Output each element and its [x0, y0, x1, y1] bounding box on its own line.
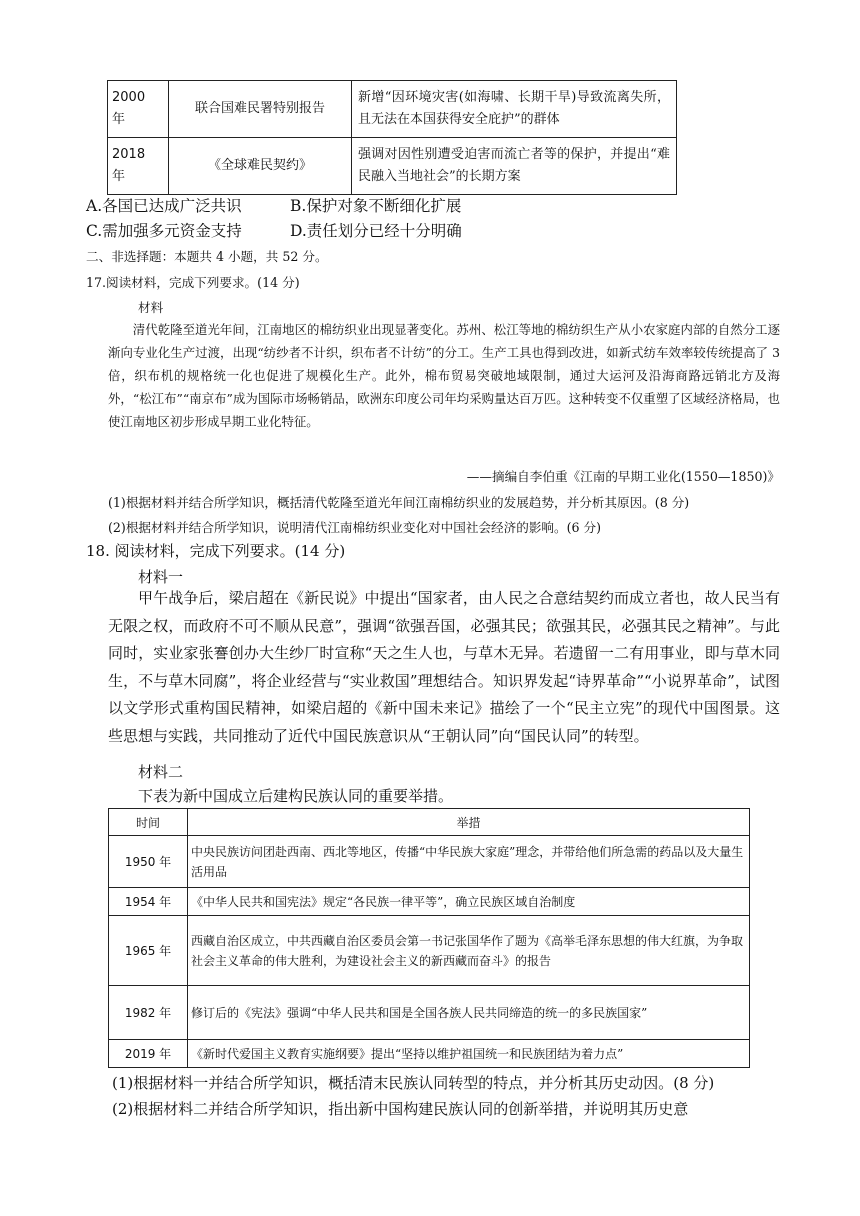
material-1-text: 甲午战争后，梁启超在《新民说》中提出“国家者，由人民之合意结契约而成立者也，故人民当有无限之权，而政府不可不顺从民意”，强调“欲强吾国，必强其民；欲强其民，必强其民之精神”。与此同时，实业家张謇创办大生纱厂时宣称“天之生人也，与草木无异。若遗留一二有用事业，即与草木同生，不与草木同腐”，将企业经营与“实业救国”理想结合。知识界发起“诗界革命”“小说界革命”，试图以文学形式重构国民精神，如梁启超的《新中国未来记》描绘了一个“民主立宪”的现代中国图景。这些思想与实践，共同推动了近代中国民族意识从“王朝认同”向“国民认同”的转型。 — [108, 589, 780, 745]
table-cell-measure: 《中华人民共和国宪法》规定“各民族一律平等”，确立民族区域自治制度 — [188, 888, 750, 916]
refugee-protection-table — [107, 80, 677, 195]
option-c: C.需加强多元资金支持 — [86, 222, 242, 240]
table-cell-document: 《全球难民契约》 — [169, 138, 352, 195]
sub-question-2: (2)根据材料并结合所学知识，说明清代江南棉纺织业变化对中国社会经济的影响。(6 分) — [108, 520, 602, 535]
table-cell-year: 2018 年 — [108, 138, 169, 195]
table-row — [108, 81, 677, 138]
table-row — [108, 138, 677, 195]
option-a: A.各国已达成广泛共识 — [86, 197, 242, 215]
table-cell-year: 1982 年 — [109, 986, 188, 1040]
q18-sub-question-1: (1)根据材料一并结合所学知识，概括清末民族认同转型的特点，并分析其历史动因。(8 分) — [112, 1074, 715, 1092]
material-2-intro: 下表为新中国成立后建构民族认同的重要举措。 — [138, 787, 454, 805]
q18-sub-question-2: (2)根据材料二并结合所学知识，指出新中国构建民族认同的创新举措，并说明其历史意 — [112, 1100, 689, 1118]
table-cell-measure: 修订后的《宪法》强调“中华人民共和国是全国各族人民共同缔造的统一的多民族国家” — [188, 986, 750, 1040]
option-b: B.保护对象不断细化扩展 — [290, 197, 462, 215]
table-cell-year: 1954 年 — [109, 888, 188, 916]
material-label: 材料 — [138, 300, 164, 315]
material-source: ——摘编自李伯重《江南的早期工业化(1550—1850)》 — [466, 469, 780, 484]
table-row — [109, 888, 750, 916]
table-cell-description: 强调对因性别遭受迫害而流亡者等的保护，并提出“难民融入当地社会”的长期方案 — [352, 138, 677, 195]
table-header-time: 时间 — [109, 809, 188, 836]
table-cell-measure: 中央民族访问团赴西南、西北等地区，传播“中华民族大家庭”理念，并带给他们所急需的药品以及大量生活用品 — [188, 836, 750, 888]
question-18-title: 18. 阅读材料，完成下列要求。(14 分) — [86, 542, 346, 560]
table-row — [109, 1040, 750, 1068]
table-header-measure: 举措 — [188, 809, 750, 836]
table-cell-year: 1950 年 — [109, 836, 188, 888]
section-heading: 二、非选择题：本题共 4 小题，共 52 分。 — [86, 249, 328, 264]
table-cell-description: 新增“因环境灾害(如海啸、长期干旱)导致流离失所，且无法在本国获得安全庇护”的群体 — [352, 81, 677, 138]
national-identity-table — [108, 808, 750, 1068]
material-1-label: 材料一 — [138, 568, 184, 586]
table-cell-year: 2019 年 — [109, 1040, 188, 1068]
table-row — [109, 916, 750, 986]
table-cell-year: 1965 年 — [109, 916, 188, 986]
table-cell-document: 联合国难民署特别报告 — [169, 81, 352, 138]
sub-question-1: (1)根据材料并结合所学知识，概括清代乾隆至道光年间江南棉纺织业的发展趋势，并分析其原因。(8 分) — [108, 495, 690, 510]
option-d: D.责任划分已经十分明确 — [290, 222, 462, 240]
question-17-title: 17.阅读材料，完成下列要求。(14 分) — [86, 275, 300, 290]
table-cell-measure: 《新时代爱国主义教育实施纲要》提出“坚持以维护祖国统一和民族团结为着力点” — [188, 1040, 750, 1068]
table-row — [109, 986, 750, 1040]
material-text: 清代乾隆至道光年间，江南地区的棉纺织业出现显著变化。苏州、松江等地的棉纺织生产从小农家庭内部的自然分工逐渐向专业化生产过渡，出现“纺纱者不计织，织布者不计纺”的分工。生产工具也得到改进，如新式纺车效率较传统提高了 3 倍，织布机的规格统一化也促进了规模化生产。此外，棉布贸易突破地域限制，通过大运河及沿海商路远销北方及海外，“松江布”“南京布”成为国际市场畅销品，欧洲东印度公司年均采购量达百万匹。这种转变不仅重塑了区域经济格局，也使江南地区初步形成早期工业化特征。 — [108, 322, 780, 429]
table-row — [109, 836, 750, 888]
material-2-label: 材料二 — [138, 763, 184, 781]
table-header-row — [109, 809, 750, 836]
options-row-2 — [86, 219, 462, 241]
table-cell-year: 2000 年 — [108, 81, 169, 138]
options-row-1 — [86, 194, 462, 216]
table-cell-measure: 西藏自治区成立，中共西藏自治区委员会第一书记张国华作了题为《高举毛泽东思想的伟大红旗，为争取社会主义革命的伟大胜利，为建设社会主义的新西藏而奋斗》的报告 — [188, 916, 750, 986]
